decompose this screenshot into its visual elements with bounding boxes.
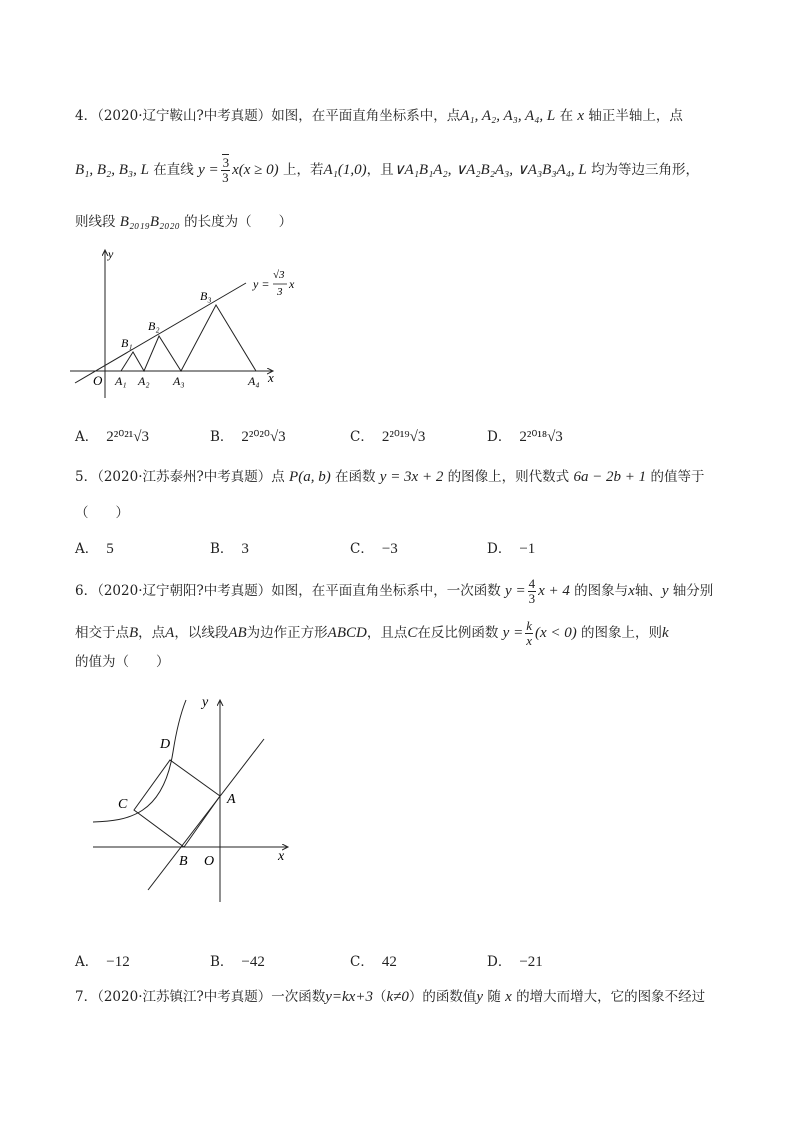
- q4-option-b[interactable]: B． 2²⁰²⁰√3: [210, 429, 286, 445]
- q6-option-c[interactable]: C． 42: [350, 954, 397, 970]
- q6-label-x: x: [278, 849, 285, 864]
- q5-option-b[interactable]: B． 3: [210, 541, 249, 557]
- q4-label-O: O: [93, 373, 103, 388]
- q4-label-A2: A₂: [138, 374, 150, 388]
- q4-label-A3: A₃: [173, 374, 185, 388]
- q6-label-A: A: [227, 792, 236, 807]
- q4-line-3: 则线段 B₂₀₁₉B₂₀₂₀ 的长度为（ ）: [75, 214, 293, 230]
- q6-label-C: C: [118, 797, 128, 812]
- q4-option-d[interactable]: D． 2²⁰¹⁸√3: [487, 429, 563, 445]
- q6-square: [134, 760, 220, 847]
- q4-label-x: x: [268, 370, 274, 385]
- q4-line: [75, 283, 246, 383]
- q4-eq-y: y =: [253, 277, 270, 291]
- q6-line-3: 的值为（ ）: [75, 654, 170, 670]
- q6-option-b[interactable]: B． −42: [210, 954, 265, 970]
- q4-points-b: B₁, B₂, B₃, L: [75, 162, 149, 178]
- q5-option-a[interactable]: A． 5: [75, 541, 114, 557]
- q4-label-B1: B₁: [121, 336, 133, 350]
- q4-figure: [68, 240, 318, 400]
- q6-fraction-2: $\frac{k}{x}$: [526, 618, 532, 648]
- q5-line-2: （ ）: [75, 505, 129, 521]
- q4-line-2: B₁, B₂, B₃, L 在直线 y = $\frac{3}{3}$ x(x ≥ 0) 上，若A₁(1,0)，且∨A₁B₁A₂, ∨A₂B₂A₃, ∨A₃B₃A₄, L 均为等边三角形，: [75, 155, 700, 185]
- q4-line-fraction: $\frac{3}{3}$: [222, 155, 230, 185]
- q4-eq-num: √3: [273, 269, 285, 281]
- q6-label-B: B: [179, 854, 188, 869]
- q6-option-d[interactable]: D． −21: [487, 954, 543, 970]
- q6-option-a[interactable]: A． −12: [75, 954, 130, 970]
- q5-option-c[interactable]: C． −3: [350, 541, 398, 557]
- q4-points-a: A₁, A₂, A₃, A₄, L: [460, 108, 556, 124]
- q4-label-B3: B₃: [200, 289, 212, 303]
- q6-fraction-1: $\frac{4}{3}$: [528, 576, 536, 606]
- q5-line-1: 5．（2020·江苏泰州?中考真题）点 P(a, b) 在函数 y = 3x + 2 的图像上，则代数式 6a − 2b + 1 的值等于: [75, 469, 705, 485]
- q6-label-O: O: [204, 854, 215, 869]
- q4-label-B2: B₂: [148, 319, 160, 333]
- q7-line-1: 7．（2020·江苏镇江?中考真题）一次函数y=kx+3（k≠0）的函数值y 随 x 的增大而增大，它的图象不经过: [75, 989, 706, 1005]
- q6-label-y: y: [202, 695, 209, 710]
- q4-label-A1: A₁: [115, 374, 127, 388]
- q4-label-A4: A₄: [248, 374, 260, 388]
- q4-eq-den: 3: [277, 286, 283, 298]
- q4-triangles: [121, 305, 256, 371]
- q4-option-a[interactable]: A． 2²⁰²¹√3: [75, 429, 149, 445]
- q6-line-2: 相交于点B，点A，以线段AB为边作正方形ABCD，且点C在反比例函数 y = $\frac{k}{x}$ (x < 0) 的图象上，则k: [75, 618, 669, 648]
- q4-line-1: 4．（2020·辽宁鞍山?中考真题）如图，在平面直角坐标系中，点A₁, A₂, A₃, A₄, L 在 x 轴正半轴上，点: [75, 108, 683, 124]
- q4-eq-x: x: [289, 277, 295, 291]
- q4-label-y: y: [108, 247, 114, 261]
- q4-option-c[interactable]: C． 2²⁰¹⁹√3: [350, 429, 426, 445]
- q6-figure: [88, 690, 328, 905]
- q6-line-1: 6．（2020·辽宁朝阳?中考真题）如图，在平面直角坐标系中，一次函数 y = $\frac{4}{3}$ x + 4 的图象与x轴、y 轴分别: [75, 576, 714, 606]
- q6-label-D: D: [160, 737, 171, 752]
- q5-option-d[interactable]: D． −1: [487, 541, 536, 557]
